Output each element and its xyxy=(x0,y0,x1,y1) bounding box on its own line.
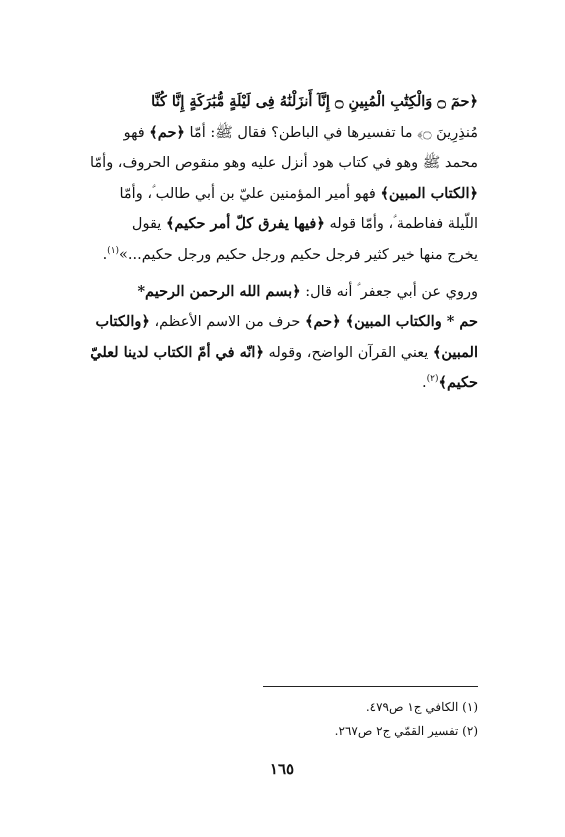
text-line xyxy=(98,118,478,149)
text-segment: . xyxy=(422,375,427,392)
footnote-ref-1: (١) xyxy=(107,246,120,257)
text-segment: حرف من الاسم الأعظم، xyxy=(149,314,305,331)
text-segment: يعني القرآن الواضح، وقوله xyxy=(263,344,433,361)
footnote-1: (١) الكافي ج١ ص٤٧٩. xyxy=(365,700,478,714)
text-segment: فهو xyxy=(123,124,150,141)
quran-verse-line: ﴿حمٓ ۝ وَالْكِتَٰبِ الْمُبِينِ ۝ إِنَّآ أَنزَلْنَٰهُ فِى لَيْلَةٍ مُّبَٰرَكَةٍ إِنَّا كُنَّا xyxy=(151,93,478,110)
text-line xyxy=(98,209,478,240)
quote-segment: ﴿حم﴾ xyxy=(149,123,185,141)
quote-segment: ﴿الكتاب المبين﴾ xyxy=(380,184,478,202)
main-text xyxy=(89,87,478,399)
footnote-2: (٢) تفسير القمّي ج٢ ص٢٦٧. xyxy=(334,724,478,738)
quote-segment: حم * والكتاب المبين﴾ ﴿حم﴾ xyxy=(304,313,478,331)
paragraph-2 xyxy=(90,277,478,399)
quote-segment: ﴿انّه في أمّ الكتاب لدينا لعليّ xyxy=(90,343,264,361)
text-segment: وروي عن أبي جعفر ؑ أنه قال: xyxy=(300,283,478,300)
text-segment: يخرج منها خير كثير فرجل حكيم ورجل حكيم ورجل حكيم...» xyxy=(119,246,478,263)
quote-segment: حكيم﴾ xyxy=(438,374,478,392)
paragraph-1 xyxy=(89,87,478,271)
text-line xyxy=(98,179,478,210)
text-segment: فهو أمير المؤمنين عليّ بن أبي طالب ؑ، وأمّا xyxy=(119,185,381,202)
page-number: ١٦٥ xyxy=(269,760,295,778)
text-segment: مُنذِرِينَ ۝﴾ ما تفسيرها في الباطن؟ فقال ﷺ: أمّا xyxy=(184,124,478,141)
text-segment: . xyxy=(102,246,108,263)
text-line xyxy=(98,277,478,308)
text-line xyxy=(98,368,478,399)
text-line: محمد ﷺ وهو في كتاب هود أنزل عليه وهو منقوص الحروف، وأمّا xyxy=(89,155,478,172)
quote-segment: ﴿بسم الله الرحمن الرحيم* xyxy=(137,282,301,300)
text-line xyxy=(98,240,478,271)
footnote-divider xyxy=(263,686,478,687)
quote-segment: ﴿فيها يفرق كلّ أمر حكيم﴾ xyxy=(165,215,325,233)
quote-segment: ﴿والكتاب xyxy=(95,313,150,331)
text-segment: يقول xyxy=(131,216,166,233)
footnote-ref-2: (٢) xyxy=(426,374,439,385)
text-line xyxy=(95,307,478,338)
footnotes xyxy=(200,695,478,743)
text-segment: اللّيلة ففاطمة ؑ، وأمّا قوله xyxy=(324,216,478,233)
text-line xyxy=(90,338,478,369)
quote-segment: المبين﴾ xyxy=(432,343,478,361)
